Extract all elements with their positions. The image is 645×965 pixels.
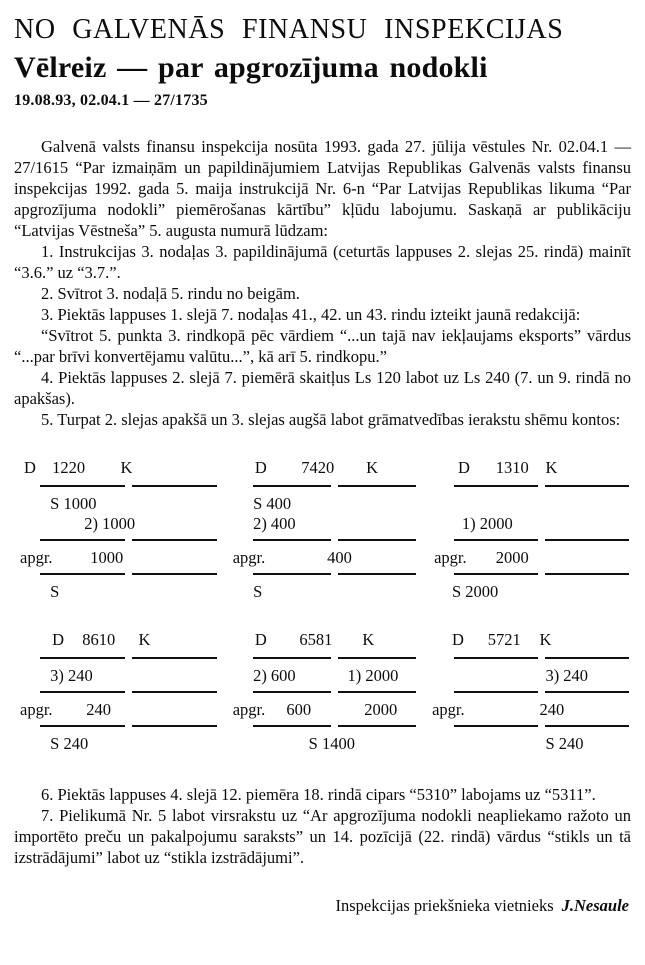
account-cell: apgr. xyxy=(432,700,465,719)
account-saldo-row xyxy=(231,734,416,754)
account-cell: 2) 400 xyxy=(253,514,296,533)
account-rule xyxy=(253,657,416,659)
account-header xyxy=(16,630,217,652)
account-cell: S 240 xyxy=(50,734,89,753)
signature-role: Inspekcijas priekšnieka vietnieks xyxy=(335,896,554,915)
account-rule xyxy=(454,691,629,693)
t-accounts-grid xyxy=(16,458,629,754)
account-rule xyxy=(454,485,629,487)
closing-text xyxy=(14,784,631,868)
account-cell: 5721 xyxy=(487,630,521,649)
account-turnover-row xyxy=(430,700,629,720)
paragraph-item-4: 4. Piektās lappuses 2. slejā 7. piemērā skaitļus Ls 120 labot uz Ls 240 (7. un 9. rindā no apakšas). xyxy=(14,368,631,408)
account-header xyxy=(231,458,416,480)
account-cell: D xyxy=(451,630,464,649)
account-cell: 8610 xyxy=(82,630,116,649)
account-cell: 2000 xyxy=(495,548,529,567)
account-cell: 2) 1000 xyxy=(84,514,136,533)
account-cell: 1310 xyxy=(495,458,529,477)
account-turnover-row xyxy=(231,548,416,568)
signature-line xyxy=(14,896,631,916)
account-rule xyxy=(253,573,416,575)
account-rule xyxy=(454,725,629,727)
account-cell: apgr. xyxy=(232,700,266,719)
account-cell: 600 xyxy=(286,700,312,719)
account-rule xyxy=(253,691,416,693)
account-entry-row xyxy=(430,666,629,686)
account-rule xyxy=(253,485,416,487)
account-cell: 1) 2000 xyxy=(347,666,399,685)
account-cell: 240 xyxy=(539,700,565,719)
account-entry-row xyxy=(231,666,416,686)
account-cell: 2) 600 xyxy=(253,666,296,685)
account-rule xyxy=(40,485,217,487)
account-cell: K xyxy=(120,458,133,477)
account-8610 xyxy=(16,630,217,754)
account-cell: 2000 xyxy=(364,700,398,719)
account-cell: 7420 xyxy=(301,458,335,477)
account-cell: K xyxy=(366,458,378,477)
account-cell: K xyxy=(362,630,375,649)
document-header xyxy=(14,14,631,110)
account-saldo-row xyxy=(231,582,416,602)
paragraph-item-1: 1. Instrukcijas 3. nodaļas 3. papildinājumā (ceturtās lappuses 2. slejas 25. rindā) mainīt “3.6.” uz “3.7.”. xyxy=(14,242,631,282)
account-rule xyxy=(40,657,217,659)
account-entry-row xyxy=(16,494,217,514)
account-cell: S 1400 xyxy=(308,734,355,753)
paragraph-item-5: 5. Turpat 2. slejas apakšā un 3. slejas augšā labot grāmatvedības ierakstu shēmu kontos: xyxy=(41,410,621,429)
account-5721 xyxy=(430,630,629,754)
account-rule xyxy=(40,691,217,693)
body-text xyxy=(14,136,631,430)
account-6581 xyxy=(231,630,416,754)
account-saldo-row xyxy=(16,582,217,602)
account-turnover-row xyxy=(16,700,217,720)
paragraph-intro: Galvenā valsts finansu inspekcija nosūta 1993. gada 27. jūlija vēstules Nr. 02.04.1 — 27/1615 “Par izmaiņām un papildinājumiem Latvijas Republikas Galvenās valsts finansu inspekcijas 1992. gada 5. maija instrukcijā Nr. 6-n “Par Latvijas Republikas likuma “Par apgrozījuma nodokli” piemērošanas kārtību” kļūdu labojumu. Saskaņā ar publikāciju “Latvijas Vēstneša” 5. augusta numurā lūdzam: xyxy=(14,137,631,240)
account-rule xyxy=(253,725,416,727)
reference-line: 19.08.93, 02.04.1 — 27/1735 xyxy=(14,92,208,109)
paragraph-item-6: 6. Piektās lappuses 4. slejā 12. piemēra 18. rindā cipars “5310” labojams uz “5311”. xyxy=(41,785,596,804)
account-cell: 240 xyxy=(86,700,112,719)
account-cell: D xyxy=(254,630,267,649)
paragraph-item-7: 7. Pielikumā Nr. 5 labot virsrakstu uz “Ar apgrozījuma nodokli neapliekamo ražoto un importēto preču un pakalpojumu saraksts” un 14. pozīcijā (22. rindā) vārdus “stikls un tā izstrādājumi” labot uz “stikla izstrādājumi”. xyxy=(14,806,631,867)
account-cell: 1) 2000 xyxy=(461,514,513,533)
account-turnover-row xyxy=(16,548,217,568)
account-1220 xyxy=(16,458,217,602)
account-rule xyxy=(253,539,416,541)
paragraph-item-3-quote: “Svītrot 5. punkta 3. rindkopā pēc vārdiem “...un tajā nav iekļaujams eksports” vārdus “...par brīvi konvertējamu valūtu...”, kā arī 5. rindkopu.” xyxy=(14,326,631,366)
account-cell: D xyxy=(24,458,36,477)
account-cell: apgr. xyxy=(232,548,266,567)
paragraph-item-2: 2. Svītrot 3. nodaļā 5. rindu no beigām. xyxy=(41,284,300,303)
account-cell: D xyxy=(457,458,470,477)
account-cell: S 240 xyxy=(545,734,584,753)
account-rule xyxy=(40,573,217,575)
account-cell: K xyxy=(539,630,552,649)
account-rule xyxy=(454,539,629,541)
account-header xyxy=(231,630,416,652)
account-cell: S 400 xyxy=(253,494,292,513)
page-title: Vēlreiz — par apgrozījuma nodokli xyxy=(14,51,488,84)
account-header xyxy=(16,458,217,480)
account-cell: 1000 xyxy=(90,548,124,567)
account-cell: S xyxy=(253,582,263,601)
signature-name: J.Nesaule xyxy=(561,896,629,915)
account-cell: 3) 240 xyxy=(545,666,589,685)
account-rule xyxy=(40,725,217,727)
account-cell: 1220 xyxy=(52,458,86,477)
paragraph-item-3: 3. Piektās lappuses 1. slejā 7. nodaļas 41., 42. un 43. rindu izteikt jaunā redakcijā: xyxy=(41,305,581,324)
account-cell: S 2000 xyxy=(451,582,499,601)
account-cell: apgr. xyxy=(20,548,53,567)
account-1310 xyxy=(430,458,629,602)
account-saldo-row xyxy=(430,734,629,754)
account-rule xyxy=(40,539,217,541)
account-saldo-row xyxy=(430,582,629,602)
account-cell: K xyxy=(138,630,151,649)
account-cell: apgr. xyxy=(434,548,467,567)
account-cell: D xyxy=(52,630,65,649)
account-cell: apgr. xyxy=(20,700,53,719)
account-saldo-row xyxy=(16,734,217,754)
account-entry-row xyxy=(16,666,217,686)
account-cell: 6581 xyxy=(299,630,333,649)
account-cell: S xyxy=(50,582,60,601)
kicker: NO GALVENĀS FINANSU INSPEKCIJAS xyxy=(14,14,564,45)
account-entry-row xyxy=(430,494,629,514)
account-header xyxy=(430,630,629,652)
account-header xyxy=(430,458,629,480)
account-entry-row xyxy=(430,514,629,534)
account-cell: 400 xyxy=(327,548,352,567)
account-entry-row xyxy=(16,514,217,534)
account-cell: 3) 240 xyxy=(50,666,93,685)
account-cell: D xyxy=(254,458,267,477)
account-rule xyxy=(454,573,629,575)
account-turnover-row xyxy=(430,548,629,568)
account-cell: S 1000 xyxy=(50,494,97,513)
account-entry-row xyxy=(231,514,416,534)
account-rule xyxy=(454,657,629,659)
account-entry-row xyxy=(231,494,416,514)
account-turnover-row xyxy=(231,700,416,720)
account-7420 xyxy=(231,458,416,602)
account-cell: K xyxy=(545,458,558,477)
